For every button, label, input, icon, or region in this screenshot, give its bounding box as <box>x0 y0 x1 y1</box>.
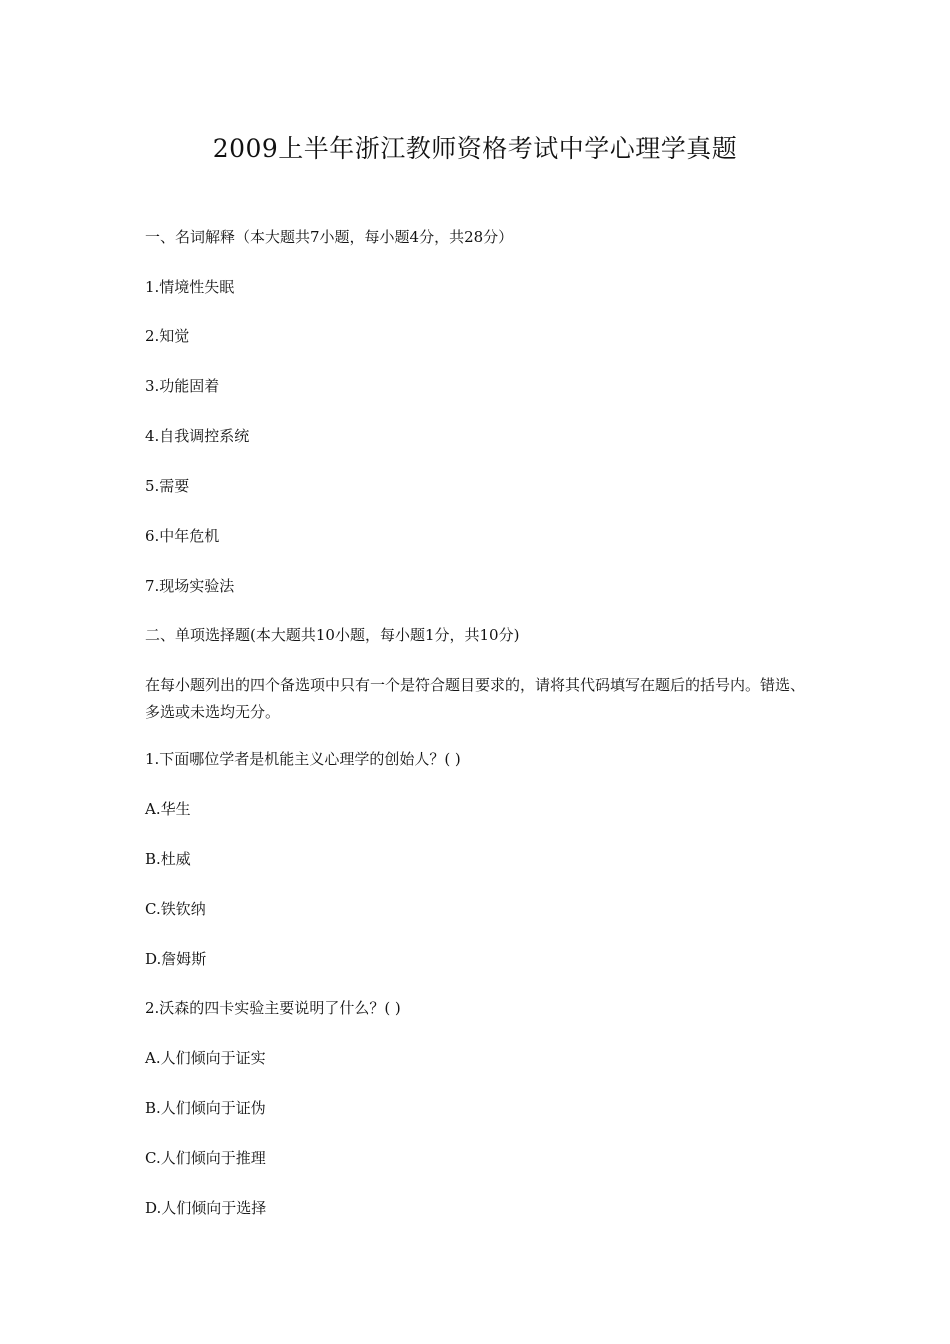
section2-instruction: 在每小题列出的四个备选项中只有一个是符合题目要求的，请将其代码填写在题后的括号内。错选、多选或未选均无分。 <box>145 676 806 721</box>
question-option: B.人们倾向于证伪 <box>145 1099 266 1117</box>
question-option: B.杜威 <box>145 850 191 868</box>
question-stem: 2.沃森的四卡实验主要说明了什么？( ) <box>145 999 401 1017</box>
term-item: 6.中年危机 <box>145 527 220 545</box>
term-item: 2.知觉 <box>145 327 190 345</box>
term-item: 5.需要 <box>145 477 190 495</box>
section2-heading: 二、单项选择题(本大题共10小题，每小题1分，共10分) <box>145 626 520 644</box>
question-option: A.华生 <box>145 800 191 818</box>
term-item: 7.现场实验法 <box>145 577 235 595</box>
term-item: 1.情境性失眠 <box>145 278 235 296</box>
question-option: D.人们倾向于选择 <box>145 1199 267 1217</box>
question-option: D.詹姆斯 <box>145 950 207 968</box>
section1-heading: 一、名词解释（本大题共7小题，每小题4分，共28分） <box>145 228 514 246</box>
question-option: C.铁钦纳 <box>145 900 206 918</box>
term-item: 3.功能固着 <box>145 377 220 395</box>
question-option: C.人们倾向于推理 <box>145 1149 266 1167</box>
page-title: 2009上半年浙江教师资格考试中学心理学真题 <box>212 134 738 163</box>
question-stem: 1.下面哪位学者是机能主义心理学的创始人？( ) <box>145 750 461 768</box>
term-item: 4.自我调控系统 <box>145 427 250 445</box>
question-option: A.人们倾向于证实 <box>145 1049 266 1067</box>
